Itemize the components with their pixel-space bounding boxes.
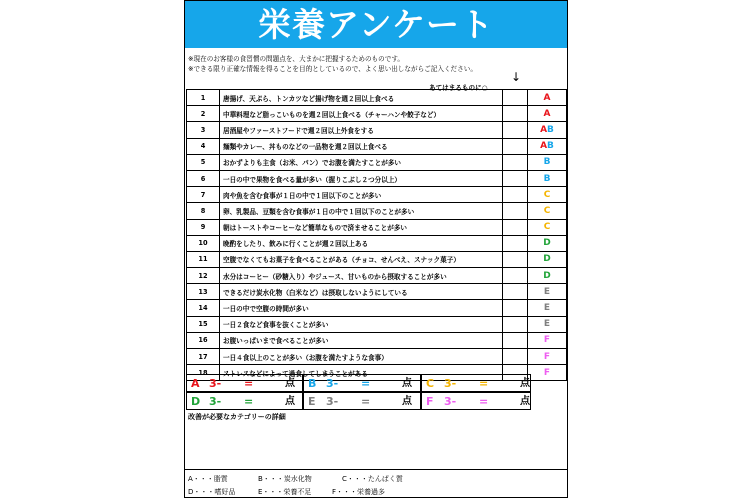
question-number: 10 xyxy=(187,235,220,251)
survey-sheet xyxy=(184,0,568,498)
category-letter: E xyxy=(543,303,551,314)
category-letter: B xyxy=(547,124,554,135)
question-text: 晩酌をしたり、飲みに行くことが週２回以上ある xyxy=(220,235,503,251)
score-unit: 点 xyxy=(285,396,295,407)
score-calc: 3- xyxy=(209,395,222,408)
category-letter: D xyxy=(543,238,551,249)
legend-item-f: F・・・栄養過多 xyxy=(332,488,386,496)
answer-check-cell[interactable] xyxy=(503,106,528,122)
question-number: 16 xyxy=(187,332,220,348)
question-row xyxy=(187,349,567,365)
question-row xyxy=(187,187,567,203)
answer-check-cell[interactable] xyxy=(503,122,528,138)
question-row xyxy=(187,316,567,332)
score-a[interactable] xyxy=(186,374,303,392)
question-text: 一日の中で果物を食べる量が多い（握りこぶし２つ分以上） xyxy=(220,170,503,186)
question-text: お腹いっぱいまで食べることが多い xyxy=(220,332,503,348)
answer-check-cell[interactable] xyxy=(503,170,528,186)
score-calc: 3- xyxy=(444,395,457,408)
answer-check-cell[interactable] xyxy=(503,203,528,219)
question-row xyxy=(187,300,567,316)
question-category xyxy=(528,349,567,365)
category-letter: A xyxy=(540,124,548,135)
score-e[interactable] xyxy=(303,392,421,410)
question-category xyxy=(528,122,567,138)
question-row xyxy=(187,251,567,267)
score-key: A xyxy=(191,377,200,390)
score-d[interactable] xyxy=(186,392,303,410)
question-text: 肉や魚を含む食事が１日の中で１回以下のことが多い xyxy=(220,187,503,203)
question-row xyxy=(187,332,567,348)
legend-item-d: D・・・嗜好品 xyxy=(188,488,236,496)
category-letter: A xyxy=(543,108,551,119)
question-row xyxy=(187,170,567,186)
question-text: 一日４食以上のことが多い（お腹を満たすような食事） xyxy=(220,349,503,365)
legend-item-b: B・・・炭水化物 xyxy=(258,475,312,483)
score-calc: 3- xyxy=(326,377,339,390)
question-category xyxy=(528,106,567,122)
score-key: E xyxy=(308,395,316,408)
score-equals: = xyxy=(361,395,371,408)
survey-title: 栄養アンケート xyxy=(185,1,567,48)
question-category xyxy=(528,90,567,106)
score-calc: 3- xyxy=(444,377,457,390)
category-letter: B xyxy=(543,157,551,168)
question-number: 8 xyxy=(187,203,220,219)
category-letter: E xyxy=(543,286,551,297)
score-equals: = xyxy=(244,377,254,390)
question-text: 一日の中で空腹の時間が多い xyxy=(220,300,503,316)
question-row xyxy=(187,203,567,219)
question-number: 12 xyxy=(187,268,220,284)
score-key: C xyxy=(426,377,435,390)
question-category xyxy=(528,284,567,300)
category-letter: F xyxy=(543,351,551,362)
category-legend xyxy=(185,469,567,499)
category-letter: D xyxy=(543,270,551,281)
score-unit: 点 xyxy=(520,378,530,389)
category-letter: A xyxy=(540,141,548,152)
question-text: 水分はコーヒー（砂糖入り）やジュース、甘いものから摂取することが多い xyxy=(220,268,503,284)
instruction-note-2: ※できる限り正確な情報を得ることを目的としているので、よく思い出しながらご記入ください。 xyxy=(188,65,477,73)
legend-item-e: E・・・栄養不足 xyxy=(258,488,312,496)
instruction-note-1: ※現在のお客様の食習慣の問題点を、大まかに把握するためのものです。 xyxy=(188,55,404,63)
answer-check-cell[interactable] xyxy=(503,138,528,154)
answer-check-cell[interactable] xyxy=(503,235,528,251)
question-number: 17 xyxy=(187,349,220,365)
category-letter: F xyxy=(543,335,551,346)
question-row xyxy=(187,90,567,106)
question-text: 空腹でなくてもお菓子を食べることがある（チョコ、せんべえ、スナック菓子） xyxy=(220,251,503,267)
question-category xyxy=(528,219,567,235)
score-equals: = xyxy=(479,377,489,390)
question-number: 4 xyxy=(187,138,220,154)
question-text: おかずよりも主食（お米、パン）でお腹を満たすことが多い xyxy=(220,154,503,170)
answer-check-cell[interactable] xyxy=(503,90,528,106)
score-calc: 3- xyxy=(326,395,339,408)
score-equals: = xyxy=(361,377,371,390)
question-number: 2 xyxy=(187,106,220,122)
question-text: 唐揚げ、天ぷら、トンカツなど揚げ物を週２回以上食べる xyxy=(220,90,503,106)
answer-check-cell[interactable] xyxy=(503,154,528,170)
question-text: 朝はトーストやコーヒーなど簡単なもので済ませることが多い xyxy=(220,219,503,235)
score-key: B xyxy=(308,377,317,390)
question-number: 15 xyxy=(187,316,220,332)
question-text: 中華料理など脂っこいものを週２回以上食べる（チャーハンや餃子など） xyxy=(220,106,503,122)
category-letter: C xyxy=(543,189,551,200)
question-category xyxy=(528,251,567,267)
question-row xyxy=(187,122,567,138)
score-equals: = xyxy=(479,395,489,408)
question-number: 18 xyxy=(187,365,220,381)
category-letter: B xyxy=(547,141,554,152)
question-category xyxy=(528,170,567,186)
question-text: 一日２食など食事を抜くことが多い xyxy=(220,316,503,332)
answer-check-cell[interactable] xyxy=(503,316,528,332)
question-category xyxy=(528,316,567,332)
category-letter: E xyxy=(543,319,551,330)
question-category xyxy=(528,268,567,284)
question-text: できるだけ炭水化物（白米など）は摂取しないようにしている xyxy=(220,284,503,300)
score-b[interactable] xyxy=(303,374,421,392)
score-c[interactable] xyxy=(421,374,531,392)
question-row xyxy=(187,154,567,170)
score-key: F xyxy=(426,395,434,408)
category-letter: C xyxy=(543,205,551,216)
score-unit: 点 xyxy=(285,378,295,389)
category-letter: C xyxy=(543,222,551,233)
category-letter: B xyxy=(543,173,551,184)
question-category xyxy=(528,235,567,251)
question-row xyxy=(187,268,567,284)
question-category xyxy=(528,138,567,154)
answer-check-cell[interactable] xyxy=(503,268,528,284)
answer-check-cell[interactable] xyxy=(503,332,528,348)
score-unit: 点 xyxy=(402,396,412,407)
legend-item-c: C・・・たんぱく質 xyxy=(342,475,403,483)
question-number: 3 xyxy=(187,122,220,138)
question-row xyxy=(187,138,567,154)
answer-check-cell[interactable] xyxy=(503,284,528,300)
question-text: 卵、乳製品、豆類を含む食事が１日の中で１回以下のことが多い xyxy=(220,203,503,219)
question-number: 7 xyxy=(187,187,220,203)
question-number: 1 xyxy=(187,90,220,106)
question-table xyxy=(186,89,567,381)
question-number: 6 xyxy=(187,170,220,186)
answer-check-cell[interactable] xyxy=(503,187,528,203)
score-key: D xyxy=(191,395,201,408)
down-arrow-icon: ↓ xyxy=(511,70,522,84)
question-category xyxy=(528,332,567,348)
check-column-header: あてはまるものに○ xyxy=(429,84,488,92)
question-text: 麺類やカレー、丼ものなどの一品物を週２回以上食べる xyxy=(220,138,503,154)
score-f[interactable] xyxy=(421,392,531,410)
question-text: 居酒屋やファーストフードで週２回以上外食をする xyxy=(220,122,503,138)
answer-check-cell[interactable] xyxy=(503,251,528,267)
question-category xyxy=(528,203,567,219)
legend-item-a: A・・・脂質 xyxy=(188,475,228,483)
score-equals: = xyxy=(244,395,254,408)
question-number: 5 xyxy=(187,154,220,170)
question-category xyxy=(528,154,567,170)
category-letter: F xyxy=(543,367,551,378)
improvement-label: 改善が必要なカテゴリーの詳細 xyxy=(188,413,286,421)
category-letter: A xyxy=(543,92,551,103)
score-unit: 点 xyxy=(520,396,530,407)
answer-check-cell[interactable] xyxy=(503,300,528,316)
question-text: ストレスなどによって過食してしまうことがある xyxy=(220,365,503,381)
question-number: 9 xyxy=(187,219,220,235)
question-row xyxy=(187,284,567,300)
category-letter: D xyxy=(543,254,551,265)
answer-check-cell[interactable] xyxy=(503,349,528,365)
question-category xyxy=(528,187,567,203)
question-number: 11 xyxy=(187,251,220,267)
question-row xyxy=(187,106,567,122)
score-unit: 点 xyxy=(402,378,412,389)
question-number: 13 xyxy=(187,284,220,300)
question-category xyxy=(528,300,567,316)
answer-check-cell[interactable] xyxy=(503,219,528,235)
question-number: 14 xyxy=(187,300,220,316)
question-category xyxy=(528,365,567,381)
question-row xyxy=(187,235,567,251)
question-row xyxy=(187,219,567,235)
score-calc: 3- xyxy=(209,377,222,390)
